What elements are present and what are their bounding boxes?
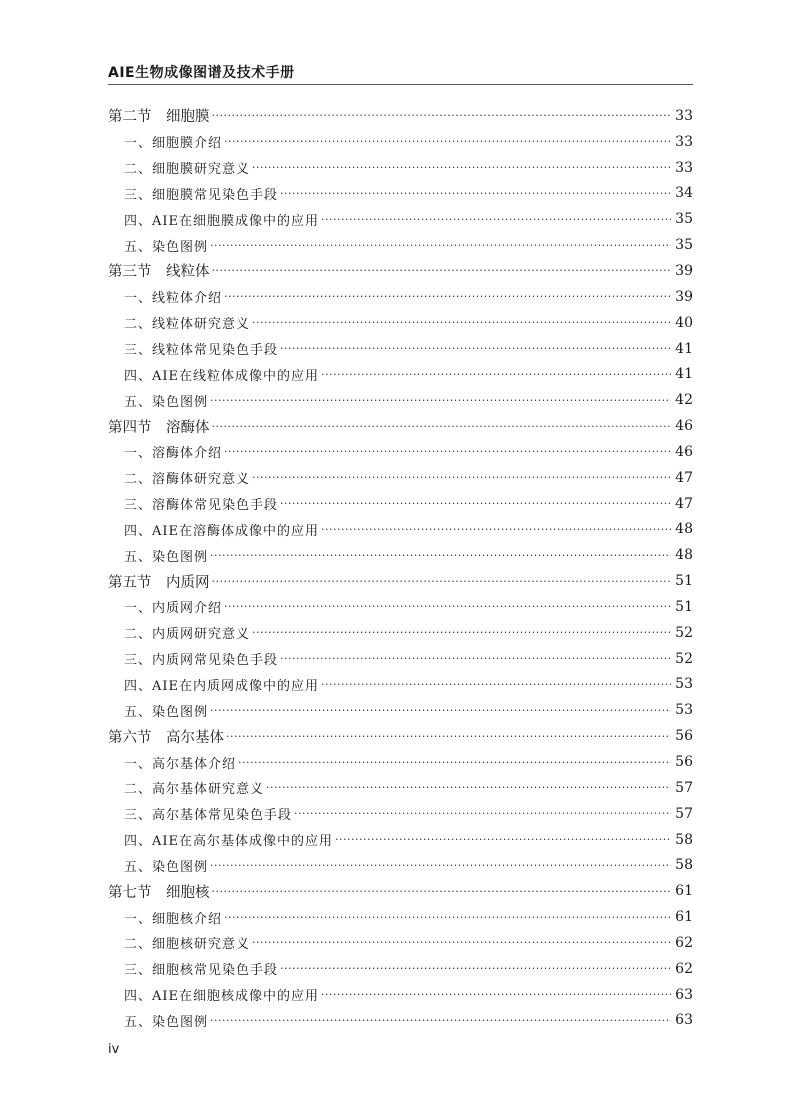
- toc-entry-page: 61: [675, 909, 693, 926]
- toc-entry-page: 47: [675, 495, 693, 512]
- toc-entry-title: 第三节 线粒体: [108, 264, 210, 281]
- dot-leader: [266, 781, 671, 794]
- toc-subsection-entry[interactable]: [108, 982, 693, 1008]
- dot-leader: [252, 471, 671, 484]
- toc-entry-title: 三、细胞核常见染色手段: [124, 963, 279, 979]
- toc-subsection-entry[interactable]: [108, 542, 693, 568]
- running-head-title: AIE生物成像图谱及技术手册: [108, 65, 295, 81]
- toc-entry-title: 五、染色图例: [124, 704, 209, 720]
- header-rule: [108, 84, 693, 85]
- toc-entry-title: 五、染色图例: [124, 859, 209, 875]
- toc-subsection-entry[interactable]: [108, 336, 693, 362]
- toc-entry-page: 35: [675, 237, 693, 254]
- dot-leader: [252, 161, 671, 174]
- toc-entry-title: 一、溶酶体介绍: [124, 446, 223, 462]
- dot-leader: [212, 264, 672, 277]
- dot-leader: [321, 523, 671, 536]
- toc-entry-page: 57: [675, 805, 693, 822]
- dot-leader: [210, 1014, 671, 1027]
- toc-section-entry[interactable]: [108, 258, 693, 284]
- toc-entry-title: 二、溶酶体研究意义: [124, 472, 251, 488]
- toc-entry-title: 四、AIE在溶酶体成像中的应用: [124, 523, 320, 539]
- toc-subsection-entry[interactable]: [108, 775, 693, 801]
- toc-entry-title: 四、AIE在细胞膜成像中的应用: [124, 213, 320, 229]
- toc-entry-page: 33: [675, 107, 693, 124]
- toc-entry-title: 二、细胞核研究意义: [124, 937, 251, 953]
- toc-entry-page: 61: [675, 883, 693, 900]
- toc-entry-page: 33: [675, 159, 693, 176]
- toc-subsection-entry[interactable]: [108, 491, 693, 517]
- toc-entry-page: 51: [675, 573, 693, 590]
- toc-entry-title: 三、内质网常见染色手段: [124, 653, 279, 669]
- toc-section-entry[interactable]: [108, 103, 693, 129]
- toc-subsection-entry[interactable]: [108, 284, 693, 310]
- toc-subsection-entry[interactable]: [108, 129, 693, 155]
- toc-subsection-entry[interactable]: [108, 232, 693, 258]
- toc-entry-page: 53: [675, 676, 693, 693]
- toc-entry-page: 51: [675, 598, 693, 615]
- dot-leader: [294, 807, 671, 820]
- toc-entry-page: 53: [675, 702, 693, 719]
- toc-subsection-entry[interactable]: [108, 697, 693, 723]
- toc-entry-page: 57: [675, 779, 693, 796]
- toc-entry-title: 五、染色图例: [124, 239, 209, 255]
- toc-entry-page: 62: [675, 960, 693, 977]
- dot-leader: [212, 109, 672, 122]
- dot-leader: [280, 342, 671, 355]
- dot-leader: [321, 988, 671, 1001]
- toc-entry-page: 62: [675, 934, 693, 951]
- toc-entry-title: 一、细胞膜介绍: [124, 136, 223, 152]
- toc-subsection-entry[interactable]: [108, 801, 693, 827]
- toc-entry-title: 第六节 高尔基体: [108, 729, 224, 746]
- toc-entry-page: 56: [675, 728, 693, 745]
- toc-subsection-entry[interactable]: [108, 361, 693, 387]
- dot-leader: [238, 756, 671, 769]
- toc-entry-page: 56: [675, 754, 693, 771]
- toc-entry-title: 三、溶酶体常见染色手段: [124, 498, 279, 514]
- toc-entry-title: 二、内质网研究意义: [124, 627, 251, 643]
- toc-entry-page: 47: [675, 469, 693, 486]
- dot-leader: [280, 497, 671, 510]
- toc-section-entry[interactable]: [108, 413, 693, 439]
- dot-leader: [252, 626, 671, 639]
- toc-subsection-entry[interactable]: [108, 956, 693, 982]
- toc-entry-title: 二、线粒体研究意义: [124, 317, 251, 333]
- toc-entry-page: 33: [675, 133, 693, 150]
- toc-entry-page: 46: [675, 418, 693, 435]
- toc-entry-title: 三、高尔基体常见染色手段: [124, 808, 293, 824]
- toc-entry-page: 52: [675, 624, 693, 641]
- toc-entry-title: 四、AIE在细胞核成像中的应用: [124, 989, 320, 1005]
- toc-subsection-entry[interactable]: [108, 646, 693, 672]
- dot-leader: [252, 316, 671, 329]
- toc-entry-page: 35: [675, 211, 693, 228]
- toc-entry-page: 58: [675, 831, 693, 848]
- table-of-contents: [108, 103, 693, 1033]
- toc-subsection-entry[interactable]: [108, 310, 693, 336]
- toc-entry-title: 第二节 细胞膜: [108, 109, 210, 126]
- toc-entry-title: 五、染色图例: [124, 1014, 209, 1030]
- dot-leader: [212, 420, 672, 433]
- dot-leader: [224, 290, 671, 303]
- dot-leader: [210, 394, 671, 407]
- toc-subsection-entry[interactable]: [108, 439, 693, 465]
- toc-entry-page: 42: [675, 392, 693, 409]
- toc-section-entry[interactable]: [108, 568, 693, 594]
- toc-entry-page: 48: [675, 547, 693, 564]
- toc-entry-title: 五、染色图例: [124, 549, 209, 565]
- toc-entry-page: 48: [675, 521, 693, 538]
- toc-entry-title: 二、细胞膜研究意义: [124, 162, 251, 178]
- toc-entry-title: 第四节 溶酶体: [108, 419, 210, 436]
- toc-entry-page: 58: [675, 857, 693, 874]
- dot-leader: [226, 730, 671, 743]
- toc-entry-page: 34: [675, 185, 693, 202]
- toc-entry-page: 39: [675, 262, 693, 279]
- toc-entry-page: 46: [675, 443, 693, 460]
- toc-subsection-entry[interactable]: [108, 904, 693, 930]
- toc-entry-title: 四、AIE在内质网成像中的应用: [124, 678, 320, 694]
- toc-subsection-entry[interactable]: [108, 206, 693, 232]
- toc-entry-page: 39: [675, 288, 693, 305]
- dot-leader: [224, 600, 671, 613]
- page-number: iv: [108, 1042, 120, 1057]
- toc-entry-title: 三、细胞膜常见染色手段: [124, 187, 279, 203]
- dot-leader: [212, 575, 672, 588]
- toc-section-entry[interactable]: [108, 723, 693, 749]
- dot-leader: [210, 549, 671, 562]
- toc-entry-title: 三、线粒体常见染色手段: [124, 343, 279, 359]
- toc-entry-page: 41: [675, 366, 693, 383]
- dot-leader: [224, 445, 671, 458]
- toc-entry-title: 一、内质网介绍: [124, 601, 223, 617]
- toc-subsection-entry[interactable]: [108, 465, 693, 491]
- toc-subsection-entry[interactable]: [108, 387, 693, 413]
- toc-entry-page: 52: [675, 650, 693, 667]
- toc-subsection-entry[interactable]: [108, 181, 693, 207]
- toc-subsection-entry[interactable]: [108, 749, 693, 775]
- toc-entry-title: 第五节 内质网: [108, 574, 210, 591]
- toc-subsection-entry[interactable]: [108, 1008, 693, 1034]
- toc-subsection-entry[interactable]: [108, 672, 693, 698]
- toc-subsection-entry[interactable]: [108, 620, 693, 646]
- dot-leader: [321, 368, 671, 381]
- toc-subsection-entry[interactable]: [108, 852, 693, 878]
- dot-leader: [224, 135, 671, 148]
- dot-leader: [280, 962, 671, 975]
- toc-entry-title: 一、线粒体介绍: [124, 291, 223, 307]
- toc-entry-title: 二、高尔基体研究意义: [124, 782, 265, 798]
- toc-entry-title: 一、高尔基体介绍: [124, 756, 237, 772]
- dot-leader: [280, 652, 671, 665]
- toc-subsection-entry[interactable]: [108, 594, 693, 620]
- toc-entry-title: 四、AIE在线粒体成像中的应用: [124, 368, 320, 384]
- toc-section-entry[interactable]: [108, 878, 693, 904]
- toc-entry-title: 第七节 细胞核: [108, 884, 210, 901]
- dot-leader: [210, 859, 671, 872]
- dot-leader: [224, 911, 671, 924]
- dot-leader: [280, 187, 671, 200]
- dot-leader: [252, 936, 671, 949]
- toc-subsection-entry[interactable]: [108, 930, 693, 956]
- toc-entry-page: 41: [675, 340, 693, 357]
- dot-leader: [321, 213, 671, 226]
- toc-entry-title: 五、染色图例: [124, 394, 209, 410]
- dot-leader: [335, 833, 671, 846]
- toc-entry-page: 40: [675, 314, 693, 331]
- dot-leader: [210, 239, 671, 252]
- dot-leader: [212, 885, 672, 898]
- toc-subsection-entry[interactable]: [108, 155, 693, 181]
- toc-entry-title: 四、AIE在高尔基体成像中的应用: [124, 834, 334, 850]
- toc-entry-page: 63: [675, 1012, 693, 1029]
- dot-leader: [210, 704, 671, 717]
- toc-subsection-entry[interactable]: [108, 827, 693, 853]
- toc-entry-page: 63: [675, 986, 693, 1003]
- toc-entry-title: 一、细胞核介绍: [124, 911, 223, 927]
- dot-leader: [321, 678, 671, 691]
- toc-subsection-entry[interactable]: [108, 517, 693, 543]
